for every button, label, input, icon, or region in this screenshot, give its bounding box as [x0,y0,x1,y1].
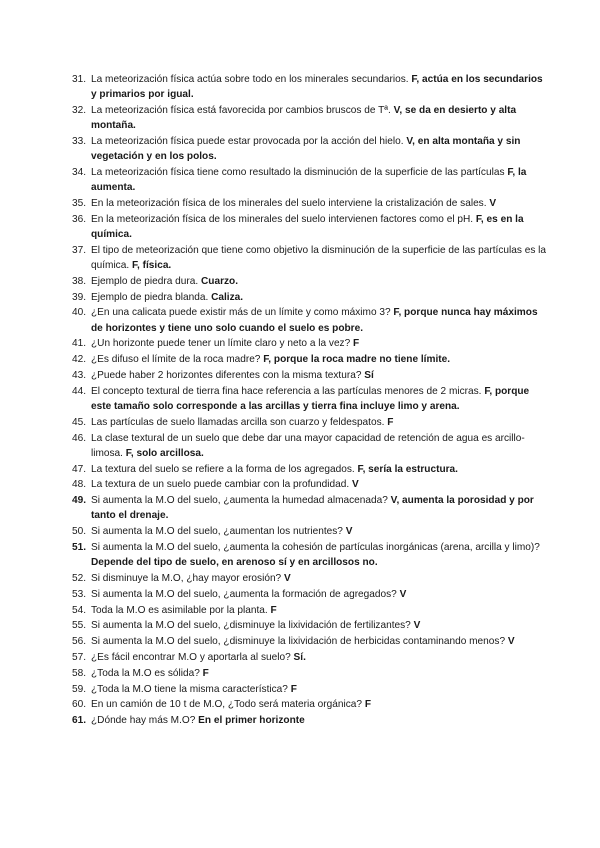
question-text: ¿Un horizonte puede tener un límite claro y neto a la vez? [91,338,351,350]
answer-text: F, física. [131,260,172,271]
question-item [72,415,548,430]
answer-text: F [270,604,277,616]
question-body [91,618,548,633]
question-list [72,72,548,729]
question-item [72,368,548,383]
answer-text: V [345,526,353,538]
question-item [72,165,548,195]
question-number: 55. [72,620,87,632]
answer-text: V, en alta montaña y sin vegetación y en los polos. [91,136,521,163]
question-number: 59. [72,683,87,695]
answer-text: V, se da en desierto y alta montaña. [91,105,517,132]
question-body [91,336,548,351]
question-number: 35. [72,198,87,209]
question-number: 49. [72,495,87,507]
answer-text: F, porque nunca hay máximos de horizontes y tiene uno solo cuando el suelo es pobre. [91,307,538,334]
question-item [72,650,548,665]
question-number: 53. [72,588,87,600]
question-number: 57. [72,651,87,663]
answer-text: F, es en la química. [91,213,524,240]
question-body [91,571,548,586]
question-body [91,103,548,133]
question-number: 31. [72,74,87,85]
question-item [72,697,548,712]
answer-text: F [387,416,394,428]
question-body [91,462,548,477]
question-body [91,196,548,211]
question-text: Toda la M.O es asimilable por la planta. [91,604,268,616]
answer-text: V [489,198,497,209]
question-body [91,212,548,242]
question-body [91,650,548,665]
question-item [72,336,548,351]
question-item [72,196,548,211]
question-text: Ejemplo de piedra blanda. [91,291,209,303]
question-text: ¿Es difuso el límite de la roca madre? [91,354,261,366]
question-item [72,587,548,602]
question-item [72,384,548,414]
question-number: 43. [72,369,87,381]
question-text: ¿Dónde hay más M.O? [91,715,196,727]
question-body [91,415,548,430]
question-item [72,713,548,728]
question-number: 45. [72,416,87,428]
question-item [72,290,548,305]
question-number: 42. [72,354,87,366]
answer-text: F, porque la roca madre no tiene límite. [263,354,451,366]
question-number: 60. [72,699,87,711]
question-number: 34. [72,167,87,178]
question-item [72,540,548,570]
question-text: La meteorización física tiene como resultado la disminución de la superficie de las partículas [91,167,505,178]
question-body [91,243,548,273]
answer-text: V [507,636,515,648]
question-number: 44. [72,385,87,397]
question-number: 40. [72,307,87,319]
question-text: En la meteorización física de los minerales del suelo interviene la cristalización de sales. [91,198,487,209]
question-number: 47. [72,463,87,475]
question-item [72,603,548,618]
question-number: 32. [72,105,87,116]
question-body [91,134,548,164]
question-body [91,540,548,570]
question-text: La meteorización física actúa sobre todo en los minerales secundarios. [91,74,409,85]
answer-text: Cuarzo. [201,275,239,287]
answer-text: F [290,683,297,695]
question-text: La meteorización física está favorecida por cambios bruscos de Tª. [91,105,391,116]
answer-text: F [202,667,209,679]
question-item [72,212,548,242]
question-body [91,72,548,102]
question-body [91,305,548,335]
question-body [91,682,548,697]
answer-text: F, actúa en los secundarios y primarios por igual. [91,74,543,101]
question-text: Si aumenta la M.O del suelo, ¿aumenta la formación de agregados? [91,588,397,600]
question-body [91,165,548,195]
question-body [91,603,548,618]
question-item [72,493,548,523]
answer-text: F, sería la estructura. [357,463,458,475]
question-number: 46. [72,432,87,444]
question-text: Las partículas de suelo llamadas arcilla son cuarzo y feldespatos. [91,416,385,428]
question-item [72,243,548,273]
question-text: Si aumenta la M.O del suelo, ¿disminuye la lixividación de fertilizantes? [91,620,411,632]
question-number: 37. [72,244,87,256]
question-body [91,384,548,414]
question-number: 54. [72,604,87,616]
question-text: Si aumenta la M.O del suelo, ¿aumentan los nutrientes? [91,526,343,538]
answer-text: Caliza. [211,291,244,303]
answer-text: V, aumenta la porosidad y por tanto el drenaje. [91,495,534,522]
question-text: ¿Es fácil encontrar M.O y aportarla al suelo? [91,651,291,663]
answer-text: V [399,588,407,600]
question-item [72,634,548,649]
answer-text: V [283,572,291,584]
question-text: En la meteorización física de los minerales del suelo intervienen factores como el pH. [91,213,474,225]
question-item [72,352,548,367]
question-item [72,72,548,102]
question-number: 61. [72,715,87,727]
question-text: Si disminuye la M.O, ¿hay mayor erosión? [91,572,282,584]
question-body [91,274,548,289]
answer-text: Sí. [293,651,306,663]
question-item [72,666,548,681]
question-body [91,666,548,681]
question-item [72,305,548,335]
question-text: ¿Toda la M.O tiene la misma característica? [91,683,288,695]
question-text: ¿Puede haber 2 horizontes diferentes con la misma textura? [91,369,362,381]
question-text: En un camión de 10 t de M.O, ¿Todo será materia orgánica? [91,699,362,711]
question-number: 33. [72,136,87,147]
question-text: ¿En una calicata puede existir más de un límite y como máximo 3? [91,307,391,319]
question-body [91,368,548,383]
question-text: El tipo de meteorización que tiene como objetivo la disminución de la superficie de las partículas es la química. [91,244,547,271]
answer-text: F, la aumenta. [91,167,527,194]
question-number: 56. [72,636,87,648]
question-body [91,524,548,539]
answer-text: En el primer horizonte [198,715,305,727]
question-number: 58. [72,667,87,679]
question-text: El concepto textural de tierra fina hace referencia a las partículas menores de 2 micras. [91,385,482,397]
question-text: Si aumenta la M.O del suelo, ¿aumenta la cohesión de partículas inorgánicas (arena, arcilla y limo)? [91,541,540,553]
answer-text: Sí [364,369,374,381]
question-item [72,618,548,633]
question-number: 41. [72,338,87,350]
question-text: Si aumenta la M.O del suelo, ¿aumenta la humedad almacenada? [91,495,388,507]
question-number: 48. [72,479,87,491]
question-item [72,571,548,586]
question-body [91,431,548,461]
question-item [72,477,548,492]
question-item [72,134,548,164]
question-body [91,493,548,523]
question-text: La textura del suelo se refiere a la forma de los agregados. [91,463,355,475]
answer-text: Depende del tipo de suelo, en arenoso sí y en arcillosos no. [91,557,378,569]
question-number: 39. [72,291,87,303]
question-text: Si aumenta la M.O del suelo, ¿disminuye la lixividación de herbicidas contaminando menos? [91,636,506,648]
question-number: 50. [72,526,87,538]
question-text: La textura de un suelo puede cambiar con la profundidad. [91,479,350,491]
answer-text: V [413,620,421,632]
question-text: ¿Toda la M.O es sólida? [91,667,200,679]
answer-text: F, solo arcillosa. [125,447,204,459]
question-item [72,431,548,461]
question-item [72,682,548,697]
question-body [91,290,548,305]
question-body [91,634,548,649]
question-text: Ejemplo de piedra dura. [91,275,199,287]
answer-text: F, porque este tamaño solo corresponde a las arcillas y tierra fina incluye limo y arena. [91,385,530,412]
question-body [91,713,548,728]
question-body [91,587,548,602]
question-item [72,274,548,289]
question-item [72,103,548,133]
answer-text: V [351,479,359,491]
answer-text: F [364,699,371,711]
question-number: 38. [72,275,87,287]
question-item [72,462,548,477]
question-body [91,477,548,492]
question-text: La meteorización física puede estar provocada por la acción del hielo. [91,136,404,147]
question-body [91,697,548,712]
question-body [91,352,548,367]
question-number: 52. [72,572,87,584]
question-text: La clase textural de un suelo que debe dar una mayor capacidad de retención de agua es arcillo-limosa. [91,432,525,459]
answer-text: F [353,338,360,350]
question-number: 51. [72,541,87,553]
question-item [72,524,548,539]
question-number: 36. [72,213,87,225]
